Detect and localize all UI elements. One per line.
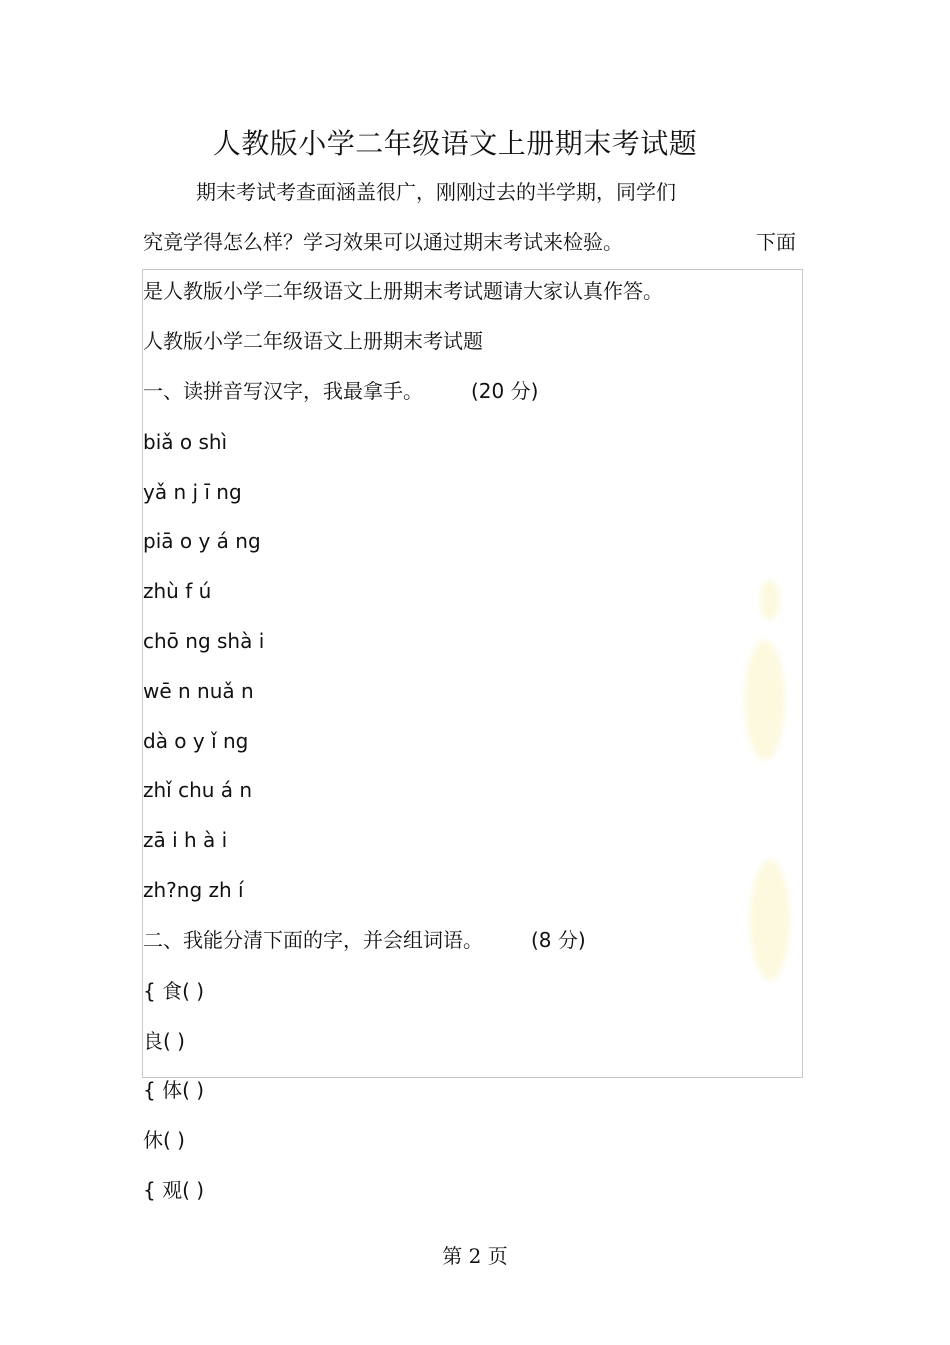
- pinyin-item: zhǐ chu á n: [143, 778, 253, 802]
- section1-score: (20 分): [471, 379, 539, 403]
- word-item: { 体( ): [143, 1078, 205, 1102]
- section2-score: (8 分): [531, 928, 586, 952]
- intro-line-2: 究竟学得怎么样？学习效果可以通过期末考试来检验。: [143, 230, 623, 254]
- pinyin-item: piā o y á ng: [143, 529, 261, 553]
- section2-heading-text: 二、我能分清下面的字，并会组词语。: [143, 928, 483, 952]
- intro-line-3: 是人教版小学二年级语文上册期末考试题请大家认真作答。: [143, 279, 663, 303]
- intro-line-1: 期末考试考查面涵盖很广，刚刚过去的半学期，同学们: [196, 180, 676, 204]
- section1-heading: [143, 377, 538, 405]
- word-item: { 食( ): [143, 979, 205, 1003]
- pinyin-item: zā i h à i: [143, 828, 228, 852]
- paper-stain: [760, 580, 780, 620]
- paper-stain: [750, 860, 790, 980]
- word-item: 良( ): [143, 1029, 185, 1053]
- pinyin-item: zhù f ú: [143, 579, 212, 603]
- pinyin-item: zh?ng zh í: [143, 878, 244, 902]
- section1-heading-text: 一、读拼音写汉字，我最拿手。: [143, 379, 423, 403]
- word-item: { 观( ): [143, 1178, 205, 1202]
- word-item: 休( ): [143, 1128, 185, 1152]
- paper-stain: [745, 640, 785, 760]
- intro-line-2-tail: 下面: [756, 230, 796, 254]
- pinyin-item: yǎ n j ī ng: [143, 480, 242, 504]
- pinyin-item: dà o y ǐ ng: [143, 729, 249, 753]
- page-number: 第 2 页: [442, 1244, 508, 1268]
- subtitle: 人教版小学二年级语文上册期末考试题: [143, 329, 483, 353]
- pinyin-item: wē n nuǎ n: [143, 679, 254, 703]
- section2-heading: [143, 926, 586, 954]
- pinyin-item: biǎ o shì: [143, 430, 228, 454]
- pinyin-item: chō ng shà i: [143, 629, 265, 653]
- document-title: 人教版小学二年级语文上册期末考试题: [212, 127, 698, 160]
